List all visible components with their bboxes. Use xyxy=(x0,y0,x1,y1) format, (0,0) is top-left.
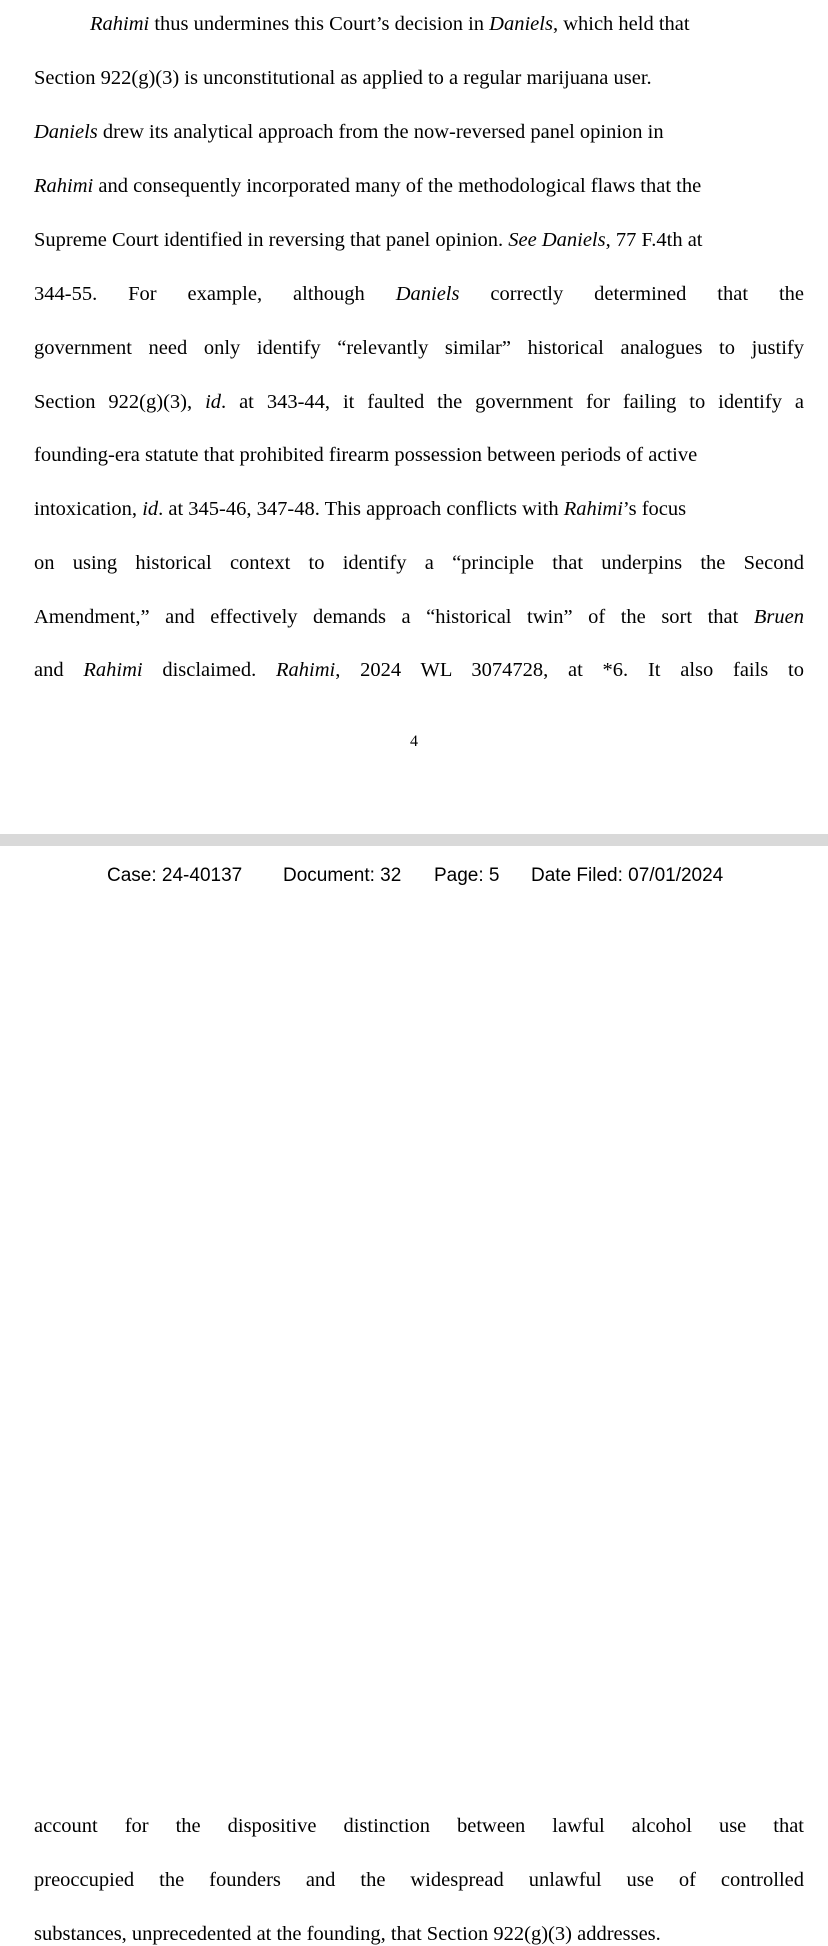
text-run: , which held that xyxy=(552,13,690,35)
text-run: drew its analytical approach from the now-reversed panel opinion in xyxy=(97,121,664,143)
italic-text: Rahimi xyxy=(563,498,623,520)
italic-text: Rahimi xyxy=(34,175,94,197)
text-run: on using historical context to identify a “principle that underpins the Second xyxy=(34,552,804,574)
text-line xyxy=(34,282,804,306)
italic-text: Daniels xyxy=(395,283,460,305)
text-line xyxy=(90,12,774,36)
text-line xyxy=(34,443,804,467)
text-run: preoccupied the founders and the widespread unlawful use of controlled xyxy=(34,1869,804,1891)
text-run: ’s focus xyxy=(622,498,687,520)
italic-text: Rahimi xyxy=(90,13,150,35)
text-line xyxy=(34,605,804,629)
text-line xyxy=(34,66,804,90)
italic-text: See Daniels xyxy=(508,229,606,251)
text-run: . at 345-46, 347-48. This approach conflicts with xyxy=(158,498,564,520)
text-run: . at 343-44, it faulted the government for failing to identify a xyxy=(221,391,804,413)
text-run: correctly determined that the xyxy=(459,283,804,305)
text-line xyxy=(34,120,804,144)
text-run: Amendment,” and effectively demands a “historical twin” of the sort that xyxy=(34,606,754,628)
text-run: , 77 F.4th at xyxy=(605,229,703,251)
italic-text: Daniels xyxy=(34,121,98,143)
text-run: Supreme Court identified in reversing that panel opinion. xyxy=(34,229,509,251)
text-run: disclaimed. xyxy=(142,659,277,681)
text-line xyxy=(34,174,804,198)
text-run: Section 922(g)(3), xyxy=(34,391,206,413)
text-run: , 2024 WL 3074728, at *6. It also fails to xyxy=(335,659,804,681)
text-run: thus undermines this Court’s decision in xyxy=(149,13,490,35)
text-run: Section 922(g)(3) is unconstitutional as applied to a regular marijuana user. xyxy=(34,67,652,89)
text-line xyxy=(34,497,804,521)
italic-text: id xyxy=(142,498,159,520)
case-number: Case: 24-40137 xyxy=(107,865,243,886)
text-line xyxy=(34,228,804,252)
text-line xyxy=(34,1922,804,1946)
text-line xyxy=(34,551,804,575)
text-run: government need only identify “relevantly similar” historical analogues to justify xyxy=(34,337,804,359)
text-run: and xyxy=(34,659,84,681)
text-run: account for the dispositive distinction between lawful alcohol use that xyxy=(34,1815,804,1837)
italic-text: Bruen xyxy=(753,606,804,628)
italic-text: id xyxy=(205,391,222,413)
page-number: 4 xyxy=(410,733,418,750)
text-run: 344-55. For example, although xyxy=(34,283,396,305)
page-label: Page: 5 xyxy=(434,865,500,886)
text-run: founding-era statute that prohibited firearm possession between periods of active xyxy=(34,444,698,466)
italic-text: Rahimi xyxy=(83,659,143,681)
text-line xyxy=(34,658,804,682)
page-divider xyxy=(0,834,828,846)
italic-text: Rahimi xyxy=(276,659,336,681)
text-line xyxy=(34,336,804,360)
document-page-top xyxy=(0,0,828,834)
text-line xyxy=(34,1814,804,1838)
italic-text: Daniels xyxy=(489,13,553,35)
document-number: Document: 32 xyxy=(283,865,402,886)
text-run: and consequently incorporated many of the methodological flaws that the xyxy=(93,175,702,197)
text-line xyxy=(34,390,804,414)
date-filed: Date Filed: 07/01/2024 xyxy=(531,865,724,886)
text-line xyxy=(34,1868,804,1892)
text-run: intoxication, xyxy=(34,498,143,520)
text-run: substances, unprecedented at the founding, that Section 922(g)(3) addresses. xyxy=(34,1923,661,1945)
